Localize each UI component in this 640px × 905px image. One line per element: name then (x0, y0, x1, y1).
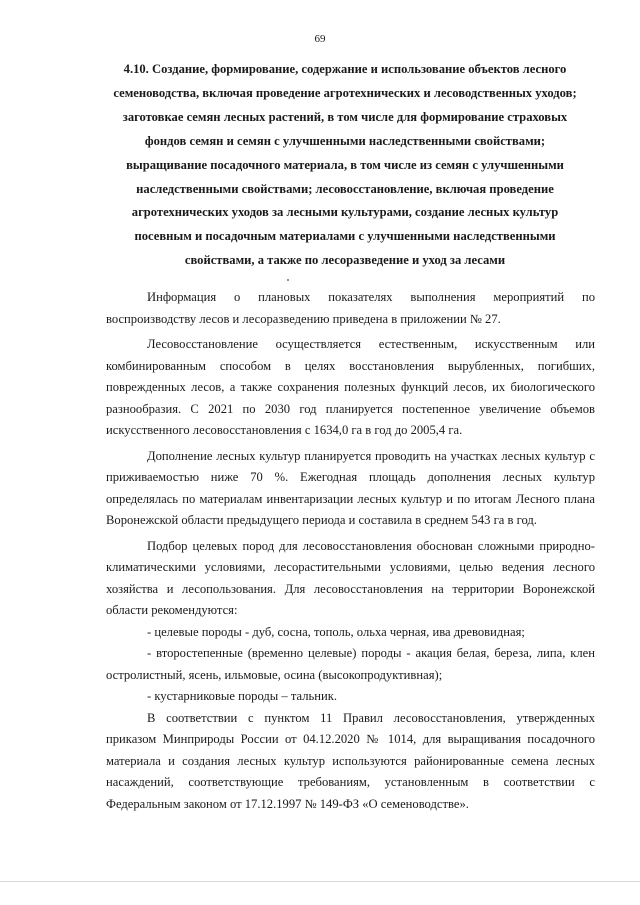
heading-line: наследственными свойствами; лесовосстановление, включая проведение (136, 181, 554, 196)
paragraph-reforestation: Лесовосстановление осуществляется естественным, искусственным или комбинированным способом в целях восстановления вырубленных, погибших, поврежденных лесов, а также сохранения полезных функций лесов, их биологического разнообразия. С 2021 по 2030 год планируется постепенное увеличение объемов искусственного лесовосстановления с 1634,0 га в год до 2005,4 га. (106, 337, 595, 437)
heading-line: агротехнических уходов за лесными культурами, создание лесных культур (131, 205, 559, 220)
heading-line: фондов семян и семян с улучшенными наследственными свойствами; (144, 133, 546, 148)
paragraph-species-selection: Подбор целевых пород для лесовосстановления обоснован сложными природно-климатическими условиями, лесорастительными условиями, целью ведения лесного хозяйства и лесопользования. Для лесовосстановления на территории Воронежской области рекомендуются: (106, 538, 595, 617)
bottom-rule (0, 881, 640, 882)
heading-line: посевным и посадочным материалами с улучшенными наследственными (134, 229, 556, 244)
heading-line: свойствами, а также по лесоразведение и уход за лесами (184, 253, 506, 268)
scan-mark (287, 279, 289, 281)
list-item-secondary-species: - второстепенные (временно целевые) породы - акация белая, береза, липа, клен остролистный, ясень, ильмовые, осина (высокопродуктивная); (106, 646, 595, 682)
paragraph-supplementation: Дополнение лесных культур планируется проводить на участках лесных культур с приживаемостью ниже 70 %. Ежегодная площадь дополнения лесных культур определялась по материалам инвентаризации лесных культур и по итогам Лесного плана Воронежской области предыдущего периода и составила в среднем 543 га в год. (106, 448, 595, 527)
body-text (106, 287, 595, 815)
list-item-target-species: - целевые породы - дуб, сосна, тополь, ольха черная, ива древовидная; (147, 624, 525, 639)
section-heading (100, 58, 590, 273)
paragraph-seed-requirements: В соответствии с пунктом 11 Правил лесовосстановления, утвержденных приказом Минприроды России от 04.12.2020 № 1014, для выращивания посадочного материала и создания лесных культур используются районированные семена лесных насаждений, соответствующие требованиям, установленным в соответствии с Федеральным законом от 17.12.1997 № 149-ФЗ «О семеноводстве». (106, 710, 595, 811)
page-number: 69 (314, 33, 326, 45)
heading-line: заготовкае семян лесных растений, в том числе для формирование страховых (122, 109, 568, 124)
list-item-shrub-species: - кустарниковые породы – тальник. (147, 689, 337, 703)
heading-line: 4.10. Создание, формирование, содержание и использование объектов лесного (123, 62, 567, 76)
paragraph-appendix-reference: Информация о плановых показателях выполнения мероприятий по воспроизводству лесов и лесоразведению приведена в приложении № 27. (106, 290, 595, 326)
heading-line: выращивание посадочного материала, в том числе из семян с улучшенными (126, 157, 564, 172)
heading-line: семеноводства, включая проведение агротехнических и лесоводственных уходов; (113, 85, 577, 100)
